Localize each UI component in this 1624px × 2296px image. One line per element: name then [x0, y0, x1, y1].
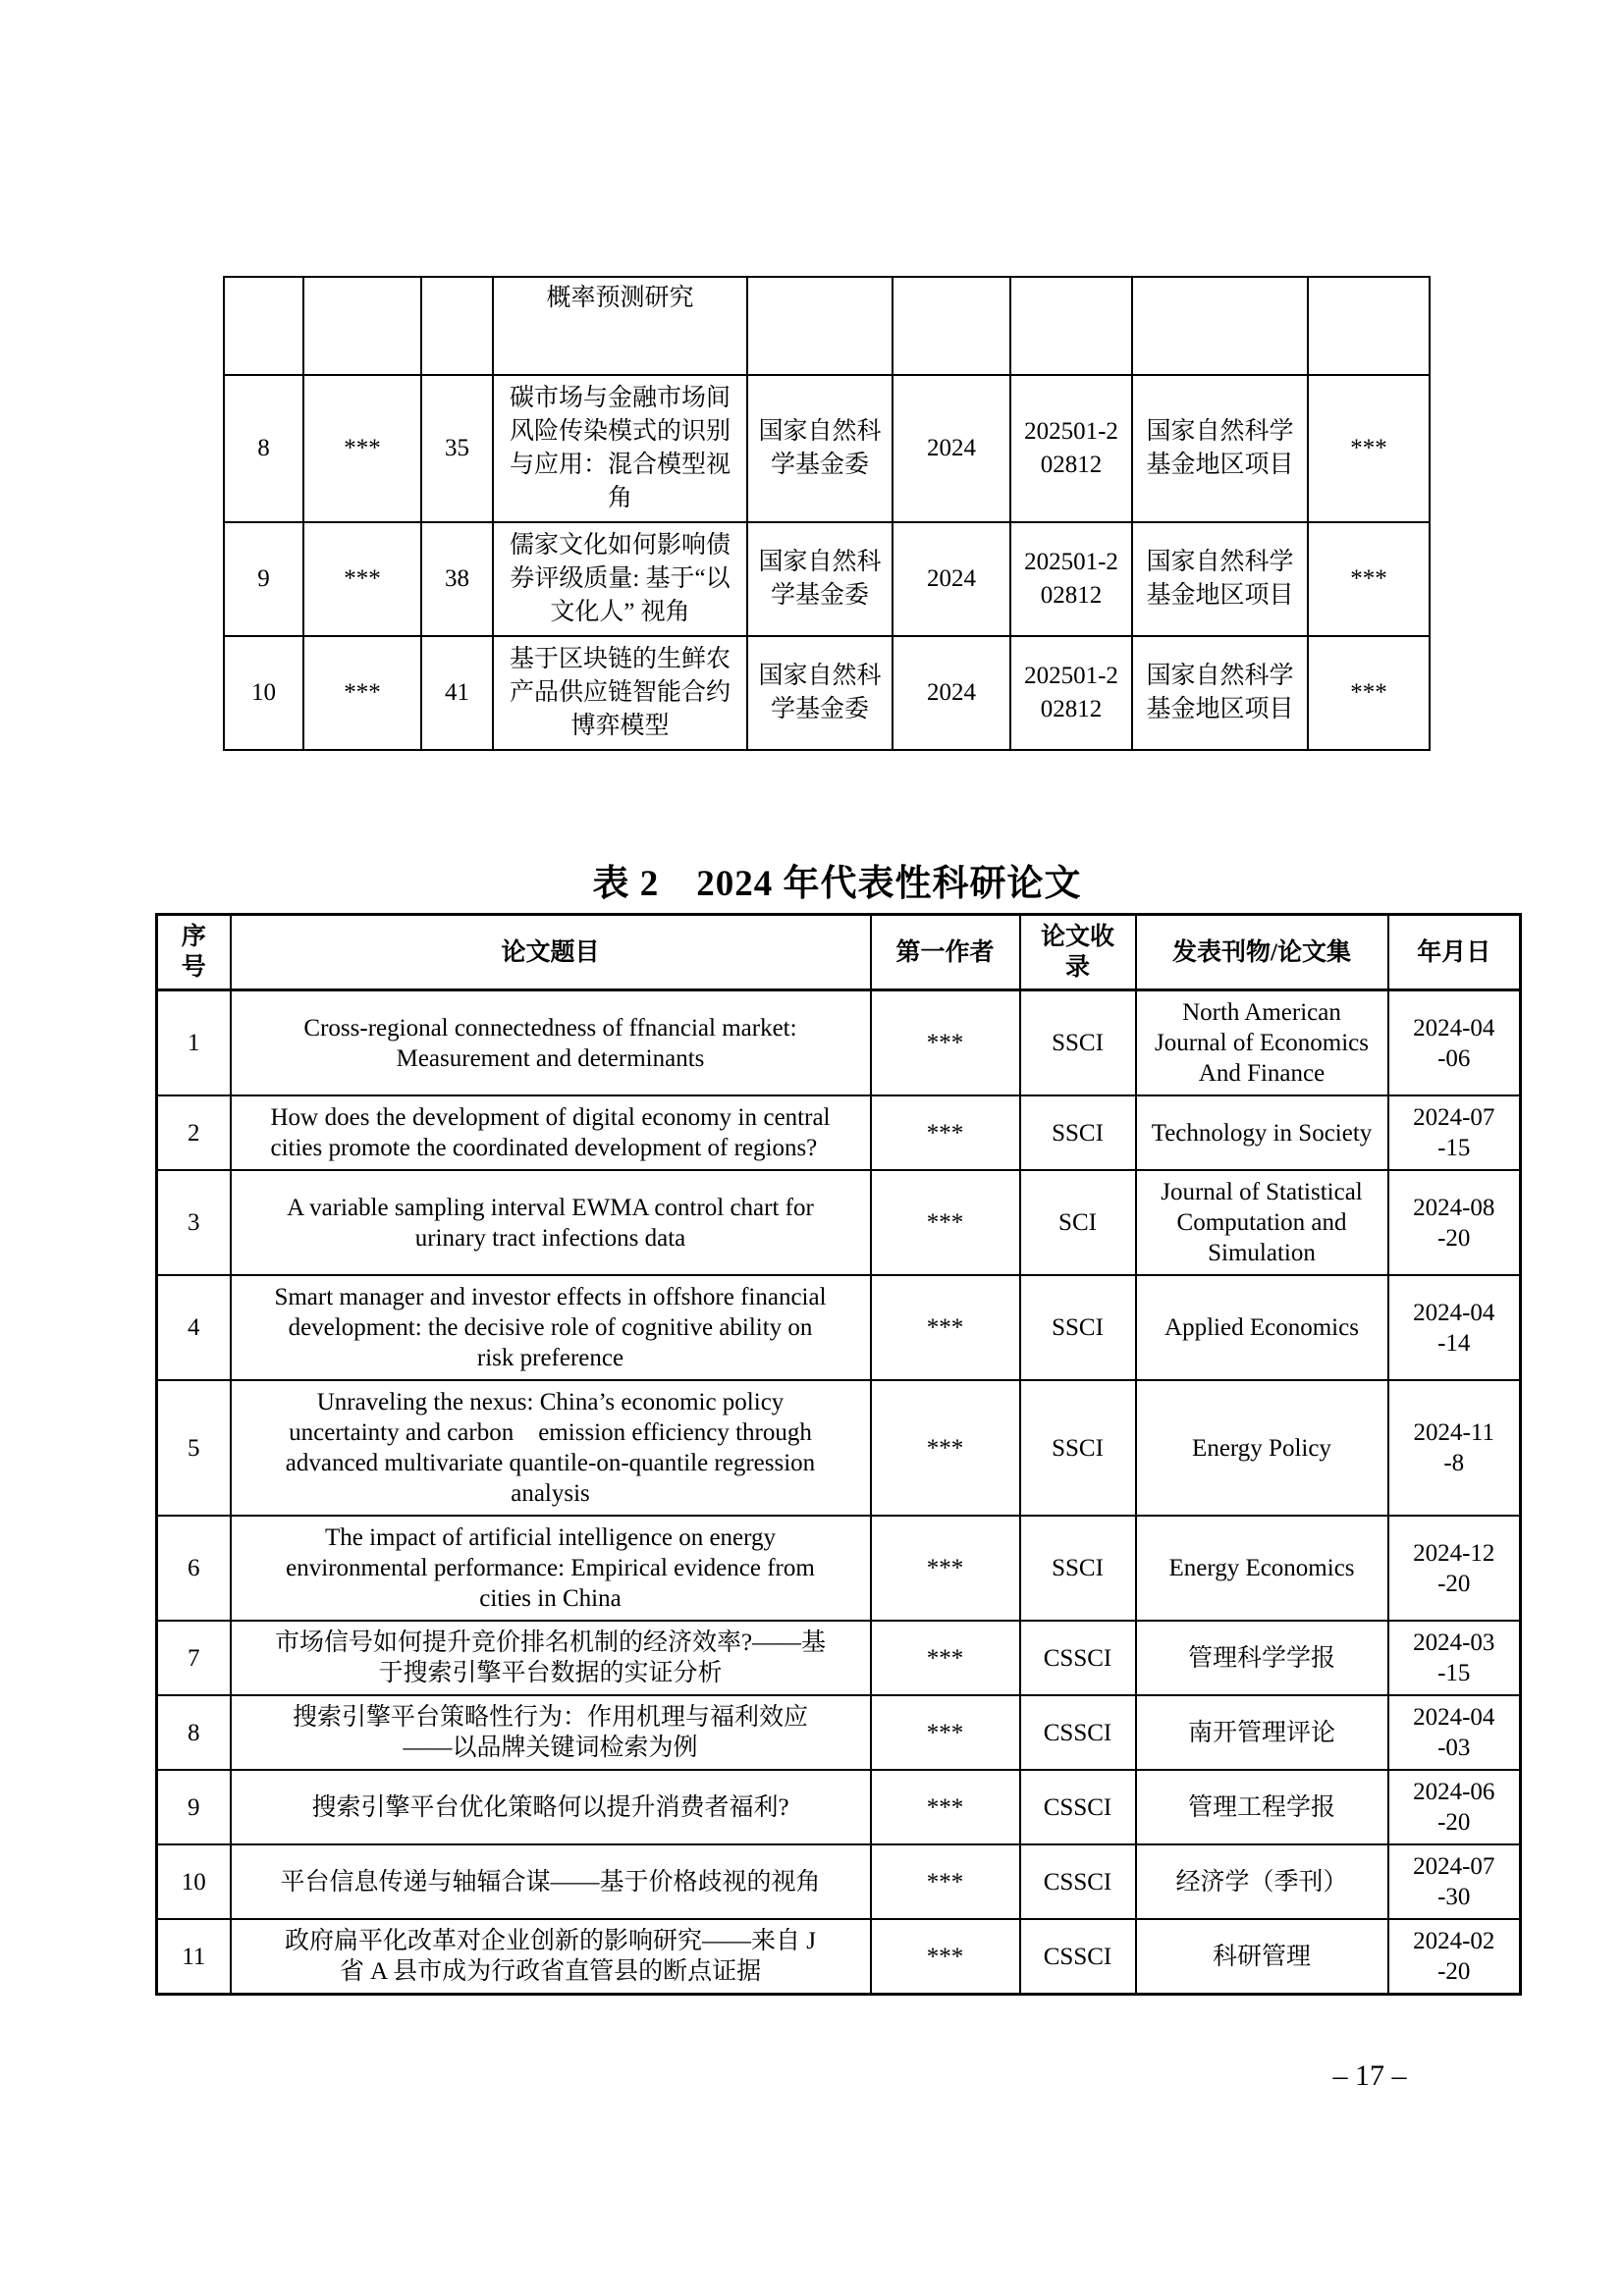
index-type: CSSCI	[1020, 1621, 1136, 1695]
note: ***	[1308, 375, 1430, 522]
row-index: 2	[157, 1095, 231, 1170]
project-number: 41	[421, 636, 493, 750]
paper-row	[157, 990, 1521, 1096]
empty-cell	[1132, 277, 1308, 375]
journal: 南开管理评论	[1136, 1695, 1388, 1770]
funding-project-row	[224, 375, 1430, 522]
project-number: 38	[421, 522, 493, 636]
date: 2024-11 -8	[1388, 1380, 1521, 1516]
project-title: 碳市场与金融市场间风险传染模式的识别与应用：混合模型视角	[493, 375, 747, 522]
paper-title: Cross-regional connectedness of ffnancial market: Measurement and determinants	[231, 990, 871, 1096]
paper-row	[157, 1095, 1521, 1170]
date: 2024-04 -03	[1388, 1695, 1521, 1770]
empty-cell	[893, 277, 1010, 375]
year: 2024	[893, 636, 1010, 750]
first-author: ***	[871, 1380, 1020, 1516]
period: 202501-202812	[1010, 375, 1132, 522]
index-type: SSCI	[1020, 990, 1136, 1096]
header-index: 序号	[157, 915, 231, 990]
funder: 国家自然科学基金委	[747, 375, 893, 522]
papers-header-row	[157, 915, 1521, 990]
first-author: ***	[871, 1770, 1020, 1844]
row-index: 7	[157, 1621, 231, 1695]
empty-cell	[747, 277, 893, 375]
index-type: CSSCI	[1020, 1919, 1136, 1995]
paper-row	[157, 1516, 1521, 1621]
project-title: 儒家文化如何影响债券评级质量: 基于“以文化人” 视角	[493, 522, 747, 636]
period: 202501-202812	[1010, 636, 1132, 750]
index-type: SCI	[1020, 1170, 1136, 1275]
date: 2024-07 -30	[1388, 1844, 1521, 1919]
papers-table-body	[157, 990, 1521, 1995]
paper-title: Smart manager and investor effects in offshore financial development: the decisive role of cognitive ability on risk preference	[231, 1275, 871, 1380]
index-type: CSSCI	[1020, 1695, 1136, 1770]
project-type: 国家自然科学基金地区项目	[1132, 522, 1308, 636]
paper-row	[157, 1380, 1521, 1516]
journal: North American Journal of Economics And Finance	[1136, 990, 1388, 1096]
author: ***	[303, 636, 421, 750]
first-author: ***	[871, 1170, 1020, 1275]
header-first-author: 第一作者	[871, 915, 1020, 990]
first-author: ***	[871, 1621, 1020, 1695]
first-author: ***	[871, 1516, 1020, 1621]
carryover-project-title: 概率预测研究	[493, 277, 747, 375]
paper-title: 政府扁平化改革对企业创新的影响研究——来自 J 省 A 县市成为行政省直管县的断点证据	[231, 1919, 871, 1995]
paper-row	[157, 1844, 1521, 1919]
first-author: ***	[871, 990, 1020, 1096]
papers-table	[155, 913, 1522, 1996]
date: 2024-07 -15	[1388, 1095, 1521, 1170]
header-journal: 发表刊物/论文集	[1136, 915, 1388, 990]
empty-cell	[1010, 277, 1132, 375]
paper-title: The impact of artificial intelligence on energy environmental performance: Empirical evidence from cities in China	[231, 1516, 871, 1621]
journal: 科研管理	[1136, 1919, 1388, 1995]
first-author: ***	[871, 1695, 1020, 1770]
funding-project-row	[224, 522, 1430, 636]
row-index: 9	[157, 1770, 231, 1844]
funding-project-row	[224, 636, 1430, 750]
journal: 经济学（季刊）	[1136, 1844, 1388, 1919]
row-index: 3	[157, 1170, 231, 1275]
year: 2024	[893, 522, 1010, 636]
first-author: ***	[871, 1095, 1020, 1170]
project-type: 国家自然科学基金地区项目	[1132, 375, 1308, 522]
funding-projects-table	[223, 276, 1431, 751]
index-type: CSSCI	[1020, 1770, 1136, 1844]
journal: 管理工程学报	[1136, 1770, 1388, 1844]
paper-row	[157, 1621, 1521, 1695]
date: 2024-12 -20	[1388, 1516, 1521, 1621]
paper-title: 市场信号如何提升竞价排名机制的经济效率?——基于搜索引擎平台数据的实证分析	[231, 1621, 871, 1695]
index-type: CSSCI	[1020, 1844, 1136, 1919]
row-index: 9	[224, 522, 303, 636]
header-date: 年月日	[1388, 915, 1521, 990]
paper-row	[157, 1170, 1521, 1275]
date: 2024-04 -06	[1388, 990, 1521, 1096]
project-type: 国家自然科学基金地区项目	[1132, 636, 1308, 750]
date: 2024-02 -20	[1388, 1919, 1521, 1995]
row-index: 10	[157, 1844, 231, 1919]
author: ***	[303, 522, 421, 636]
empty-cell	[224, 277, 303, 375]
carryover-row	[224, 277, 1430, 375]
period: 202501-202812	[1010, 522, 1132, 636]
funder: 国家自然科学基金委	[747, 636, 893, 750]
first-author: ***	[871, 1919, 1020, 1995]
project-title: 基于区块链的生鲜农产品供应链智能合约博弈模型	[493, 636, 747, 750]
row-index: 5	[157, 1380, 231, 1516]
row-index: 11	[157, 1919, 231, 1995]
journal: 管理科学学报	[1136, 1621, 1388, 1695]
date: 2024-06 -20	[1388, 1770, 1521, 1844]
index-type: SSCI	[1020, 1095, 1136, 1170]
index-type: SSCI	[1020, 1516, 1136, 1621]
funder: 国家自然科学基金委	[747, 522, 893, 636]
author: ***	[303, 375, 421, 522]
row-index: 8	[224, 375, 303, 522]
journal: Journal of Statistical Computation and Simulation	[1136, 1170, 1388, 1275]
funding-projects-body	[224, 277, 1430, 750]
index-type: SSCI	[1020, 1380, 1136, 1516]
empty-cell	[1308, 277, 1430, 375]
first-author: ***	[871, 1844, 1020, 1919]
date: 2024-03 -15	[1388, 1621, 1521, 1695]
note: ***	[1308, 636, 1430, 750]
table2-title: 表 2 2024 年代表性科研论文	[592, 863, 1082, 904]
empty-cell	[303, 277, 421, 375]
paper-title: A variable sampling interval EWMA control chart for urinary tract infections data	[231, 1170, 871, 1275]
paper-row	[157, 1919, 1521, 1995]
year: 2024	[893, 375, 1010, 522]
index-type: SSCI	[1020, 1275, 1136, 1380]
header-paper-title: 论文题目	[231, 915, 871, 990]
page-number: – 17 –	[1332, 2059, 1407, 2092]
date: 2024-04 -14	[1388, 1275, 1521, 1380]
project-number: 35	[421, 375, 493, 522]
journal: Energy Economics	[1136, 1516, 1388, 1621]
journal: Applied Economics	[1136, 1275, 1388, 1380]
paper-title: How does the development of digital economy in central cities promote the coordinated development of regions?	[231, 1095, 871, 1170]
empty-cell	[421, 277, 493, 375]
date: 2024-08 -20	[1388, 1170, 1521, 1275]
paper-title: 搜索引擎平台策略性行为：作用机理与福利效应——以品牌关键词检索为例	[231, 1695, 871, 1770]
row-index: 1	[157, 990, 231, 1096]
row-index: 4	[157, 1275, 231, 1380]
header-index-type: 论文收录	[1020, 915, 1136, 990]
note: ***	[1308, 522, 1430, 636]
paper-title: Unraveling the nexus: China’s economic policy uncertainty and carbon emission efficiency through advanced multivariate quantile-on-quantile regression analysis	[231, 1380, 871, 1516]
paper-row	[157, 1695, 1521, 1770]
row-index: 8	[157, 1695, 231, 1770]
journal: Technology in Society	[1136, 1095, 1388, 1170]
paper-title: 平台信息传递与轴辐合谋——基于价格歧视的视角	[231, 1844, 871, 1919]
row-index: 10	[224, 636, 303, 750]
paper-title: 搜索引擎平台优化策略何以提升消费者福利?	[231, 1770, 871, 1844]
papers-table-header	[157, 915, 1521, 990]
paper-row	[157, 1770, 1521, 1844]
first-author: ***	[871, 1275, 1020, 1380]
row-index: 6	[157, 1516, 231, 1621]
journal: Energy Policy	[1136, 1380, 1388, 1516]
paper-row	[157, 1275, 1521, 1380]
